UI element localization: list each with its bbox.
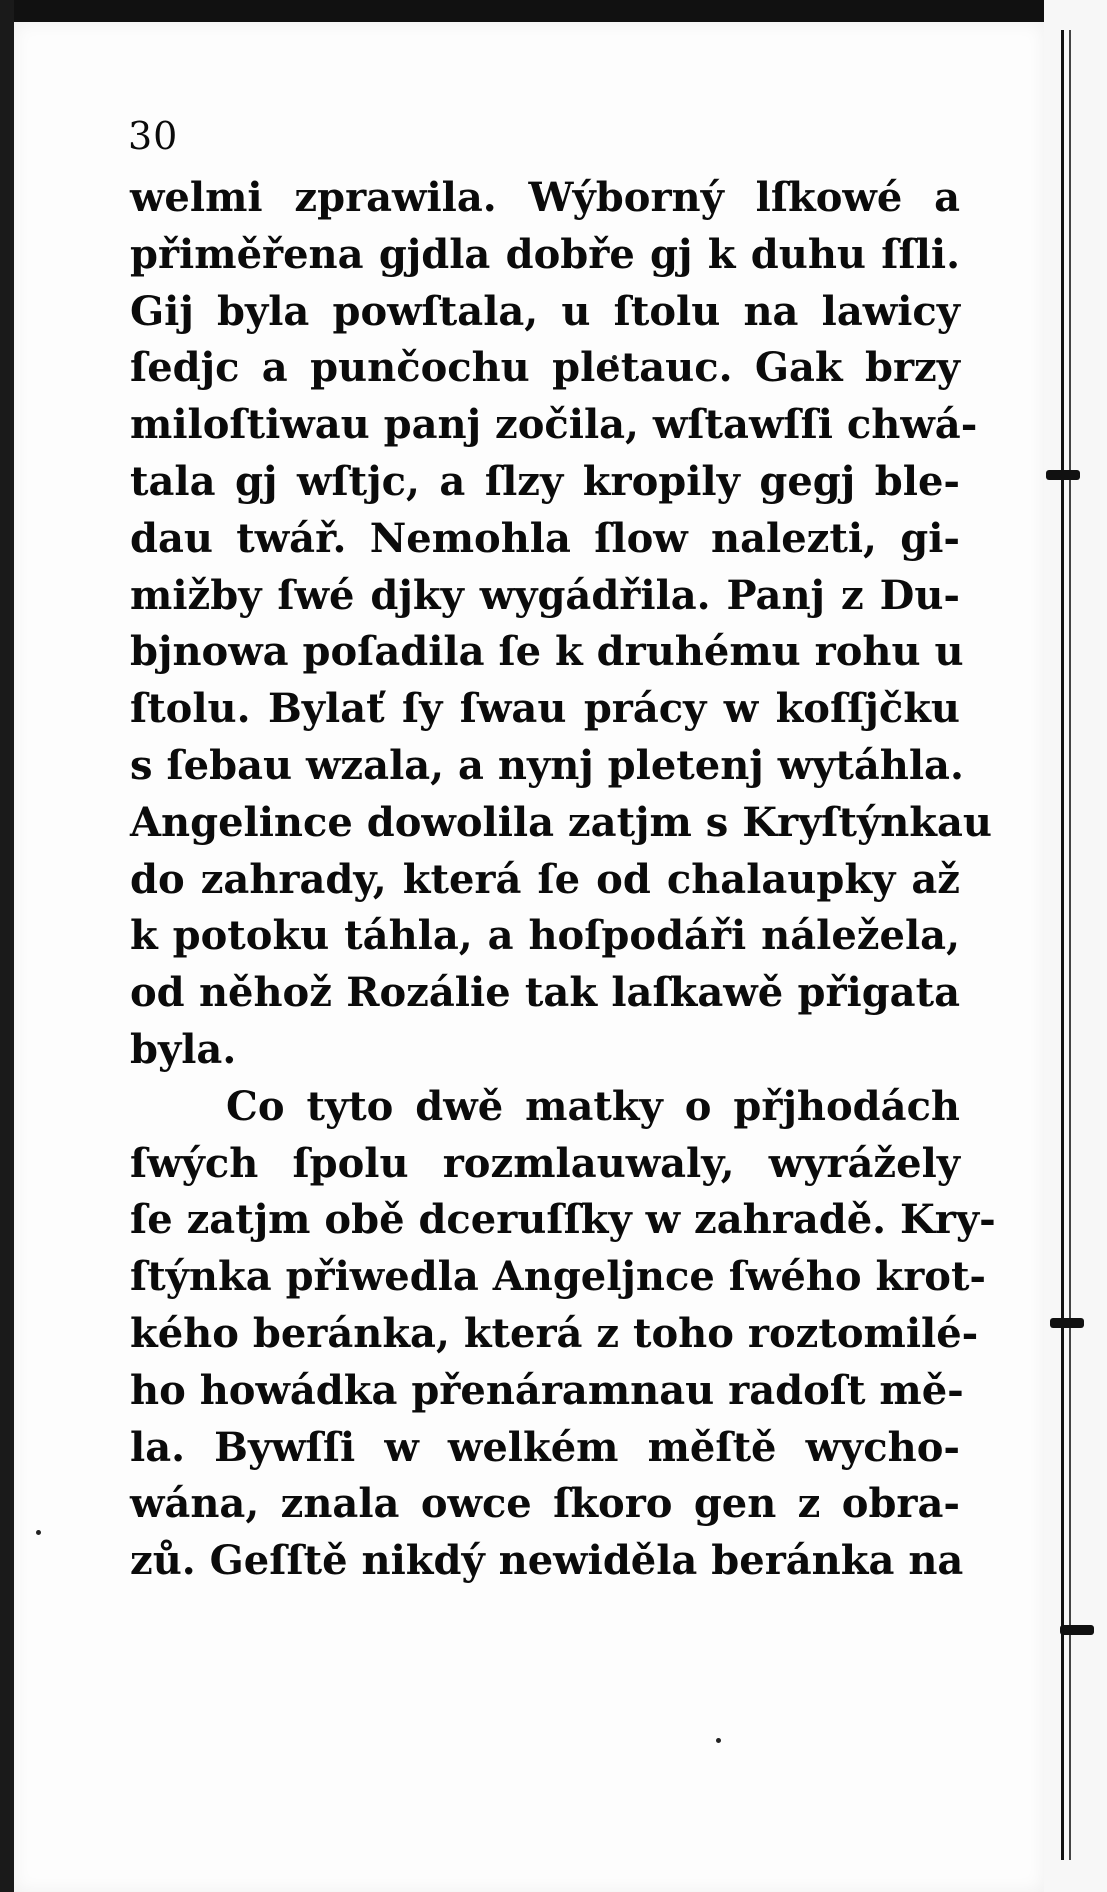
text-line: s ſebau wzala, a nynj pletenj wytáhla.: [130, 741, 964, 789]
gutter-mark: [1046, 470, 1080, 480]
gutter-mark: [1050, 1318, 1084, 1328]
text-line: welmi zprawila. Wýborný lſkowé a: [130, 174, 960, 221]
scan-speck: [36, 1530, 41, 1535]
text-line: Gij byla powſtala, u ſtolu na lawicy: [130, 287, 960, 335]
text-line: wána, znala owce ſkoro gen z obra-: [130, 1480, 960, 1528]
book-gutter: [1044, 0, 1107, 1892]
scan-left-edge: [0, 0, 14, 1892]
page-number: 30: [128, 114, 179, 158]
text-line: ſedjc a punčochu pletauc. Gak brzy: [130, 344, 960, 392]
text-line: zů. Geſſtě nikdý newiděla beránka na: [130, 1537, 964, 1585]
text-line: ſwých ſpolu rozmlauwaly, wyrážely: [130, 1139, 960, 1187]
text-line: ſe zatjm obě dceruſſky w zahradě. Kry-: [130, 1196, 996, 1244]
text-line: Co tyto dwě matky o přjhodách: [226, 1082, 960, 1130]
text-line: přiměřena gjdla dobře gj k duhu ſſli.: [130, 230, 960, 278]
text-line: mižby ſwé djky wygádřila. Panj z Du-: [130, 571, 960, 619]
gutter-rule: [1061, 30, 1064, 1860]
text-line: k potoku táhla, a hoſpodáři náležela,: [130, 912, 960, 960]
body-text: [130, 170, 996, 1590]
text-line: od něhož Rozálie tak laſkawě přigata: [130, 969, 960, 1017]
scan-speck: [716, 1738, 721, 1743]
scan-top-edge: [0, 0, 1107, 22]
text-line: kého beránka, která z toho roztomilé-: [130, 1309, 979, 1357]
text-line: bjnowa poſadila ſe k druhému rohu u: [130, 628, 964, 676]
gutter-rule-thin: [1069, 30, 1071, 1860]
text-line: ſtýnka přiwedla Angeljnce ſwého krot-: [130, 1253, 987, 1301]
text-line: miloſtiwau panj zočila, wſtawſſi chwá-: [130, 401, 978, 449]
text-line: la. Bywſſi w welkém měſtě wycho-: [130, 1423, 960, 1471]
text-line: do zahrady, která ſe od chalaupky až: [130, 855, 960, 903]
text-line: dau twář. Nemohla ſlow nalezti, gi-: [130, 514, 960, 562]
gutter-mark: [1060, 1625, 1094, 1635]
text-line: byla.: [130, 1025, 237, 1073]
text-line: Angelince dowolila zatjm s Kryſtýnkau: [130, 798, 993, 846]
text-line: ſtolu. Bylať ſy ſwau prácy w koſſjčku: [130, 685, 960, 733]
text-line: tala gj wſtjc, a ſlzy kropily gegj ble-: [130, 457, 960, 505]
text-line: ho howádka přenáramnau radoſt mě-: [130, 1366, 964, 1414]
